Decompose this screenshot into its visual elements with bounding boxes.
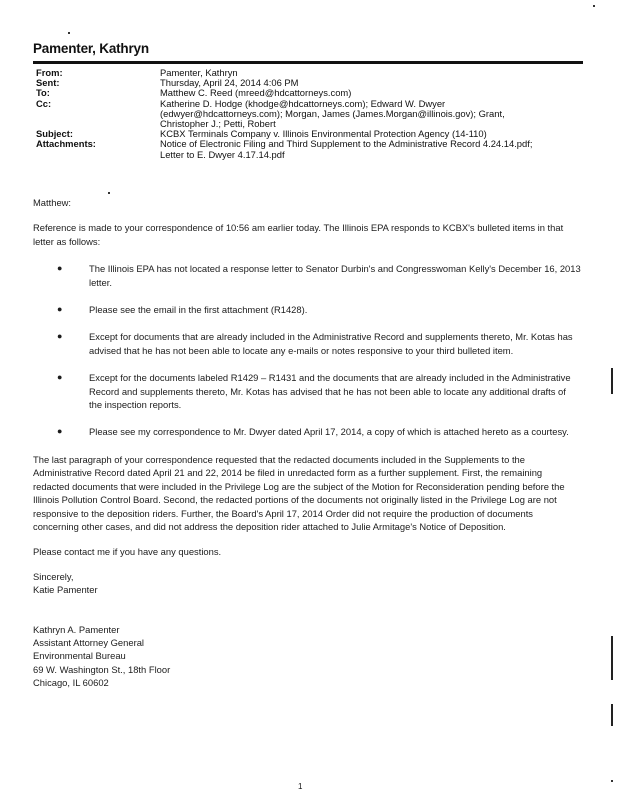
bullet-item — [33, 330, 581, 357]
sent-label: Sent: — [36, 77, 60, 89]
signature-line: 69 W. Washington St., 18th Floor — [33, 663, 171, 675]
page-number: 1 — [298, 782, 303, 791]
to-label: To: — [36, 87, 50, 99]
bullet-icon: ● — [57, 372, 63, 383]
subject-value: KCBX Terminals Company v. Illinois Environmental Protection Agency (14-110) — [160, 128, 487, 140]
signature-block — [33, 623, 581, 690]
bullet-text: Please see the email in the first attachment (R1428). — [89, 304, 308, 316]
from-label: From: — [36, 67, 63, 78]
scan-mark — [68, 32, 70, 34]
attachment-item[interactable]: Notice of Electronic Filing and Third Supplement to the Administrative Record 4.24.14.pdf; — [160, 138, 533, 150]
signature-line: Chicago, IL 60602 — [33, 677, 109, 689]
bullet-icon: ● — [57, 426, 63, 437]
scan-mark — [611, 368, 613, 394]
bullet-item — [33, 262, 581, 289]
closing-line: Please contact me if you have any questions. — [33, 546, 222, 558]
scan-mark — [593, 5, 595, 7]
bullet-text: Please see my correspondence to Mr. Dwyer dated April 17, 2014, a copy of which is attached hereto as a courtesy. — [89, 426, 569, 438]
signature-line: Environmental Bureau — [33, 650, 126, 662]
bullet-text: Except for the documents labeled R1429 – R1431 and the documents that are already included in the Administrative Record and supplements thereto, Mr. Kotas has advised that he has not been able to locate any additional drafts of the inspection reports. — [89, 372, 571, 411]
intro-paragraph: Reference is made to your correspondence of 10:56 am earlier today. The Illinois EPA responds to KCBX's bulleted items in that letter as follows: — [33, 222, 564, 247]
attachments-row — [36, 139, 596, 159]
subject-label: Subject: — [36, 128, 73, 140]
from-value: Pamenter, Kathryn — [160, 67, 238, 78]
header-divider — [33, 61, 583, 64]
signoff-name: Katie Pamenter — [33, 584, 98, 596]
sent-value: Thursday, April 24, 2014 4:06 PM — [160, 77, 299, 89]
bullet-text: Except for documents that are already included in the Administrative Record and supplements thereto, Mr. Kotas has advised that he has not been able to locate any e-mails or notes responsive to your third bulleted item. — [89, 331, 573, 356]
cc-label: Cc: — [36, 97, 52, 109]
from-row — [36, 68, 596, 78]
cc-line: Christopher J.; Petti, Robert — [160, 118, 276, 130]
scan-mark — [611, 704, 613, 726]
cc-row — [36, 99, 596, 130]
cc-line: Katherine D. Hodge (khodge@hdcattorneys.com); Edward W. Dwyer — [160, 97, 446, 109]
cc-line: (edwyer@hdcattorneys.com); Morgan, James (James.Morgan@illinois.gov); Grant, — [160, 107, 505, 119]
bullet-item — [33, 425, 581, 438]
to-value: Matthew C. Reed (mreed@hdcattorneys.com) — [160, 87, 352, 99]
signature-line: Kathryn A. Pamenter — [33, 623, 120, 635]
scan-mark — [611, 636, 613, 680]
bullet-text: The Illinois EPA has not located a response letter to Senator Durbin's and Congresswoman Kelly's December 16, 2013 letter. — [89, 263, 581, 288]
attachments-label: Attachments: — [36, 138, 96, 150]
sender-name: Pamenter, Kathryn — [33, 41, 149, 56]
bullet-icon: ● — [57, 304, 63, 315]
bullet-item — [33, 371, 581, 411]
greeting: Matthew: — [33, 197, 72, 208]
redaction-paragraph: The last paragraph of your correspondence requested that the redacted documents included in the Supplements to the Administrative Record dated April 21 and 22, 2014 be filed in unredacted form as a further supplement. First, the remaining redacted documents that were included in the Privilege Log are the subject of the Motion for Reconsideration pending before the Illinois Pollution Control Board. Second, the redacted portions of the documents not originally listed in the Privilege Log are not responsive to the deposition riders. Further, the Board's April 17, 2014 Order did not require the production of documents concerning other cases, and did not address the deposition rider attached to Julie Armitage's Notice of Deposition. — [33, 453, 565, 532]
signoff-text: Sincerely, — [33, 570, 74, 582]
email-body — [33, 196, 581, 690]
attachments-value — [160, 139, 596, 159]
bullet-icon: ● — [57, 331, 63, 342]
signoff — [33, 570, 581, 597]
cc-value — [160, 99, 596, 130]
email-header — [36, 68, 596, 160]
bullet-list — [33, 262, 581, 439]
bullet-item — [33, 303, 581, 316]
bullet-icon: ● — [57, 263, 63, 274]
attachment-item[interactable]: Letter to E. Dwyer 4.17.14.pdf — [160, 148, 285, 160]
scan-mark — [611, 780, 613, 782]
signature-line: Assistant Attorney General — [33, 636, 144, 648]
scan-mark — [108, 192, 110, 194]
